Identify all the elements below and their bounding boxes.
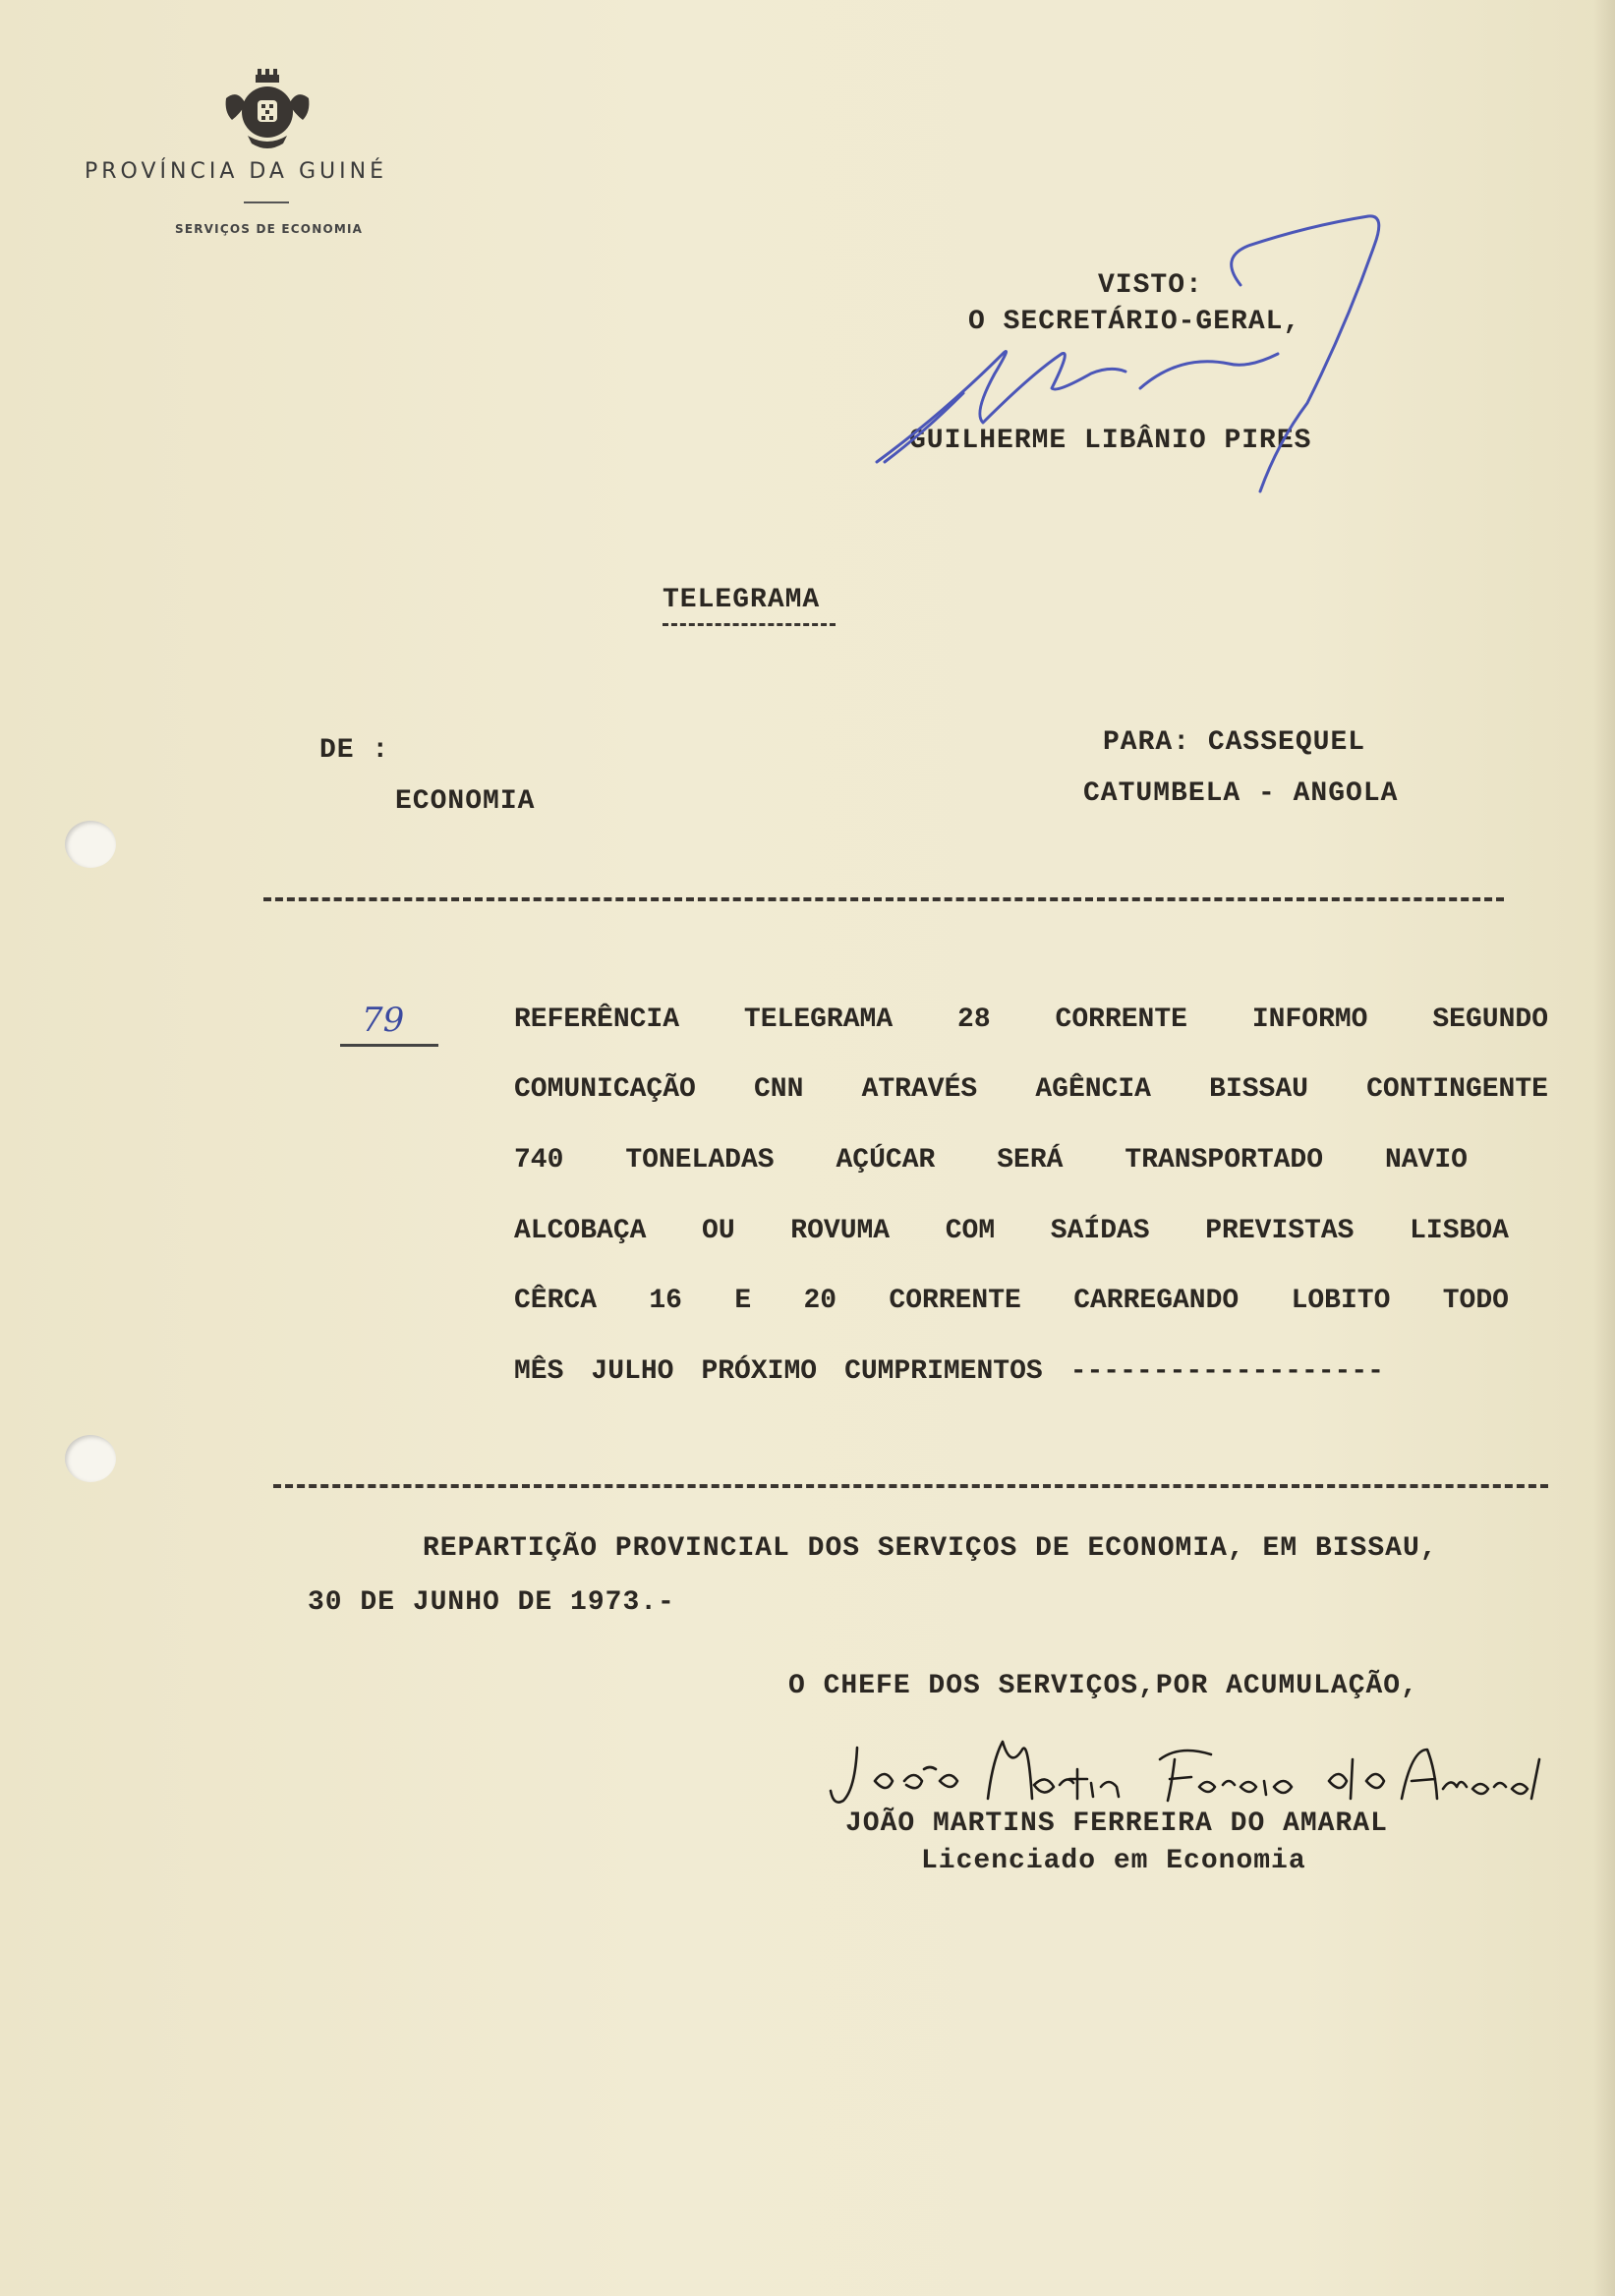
signer-title: Licenciado em Economia: [921, 1846, 1306, 1876]
to-line-1: CASSEQUEL: [1207, 727, 1366, 758]
message-line-1: [514, 1004, 1548, 1035]
secretary-role: O SECRETÁRIO-GERAL,: [968, 307, 1301, 337]
message-line-3: [514, 1145, 1468, 1176]
signer-name: JOÃO MARTINS FERREIRA DO AMARAL: [845, 1808, 1388, 1839]
word: PREVISTAS: [1205, 1216, 1355, 1246]
chief-role: O CHEFE DOS SERVIÇOS,POR ACUMULAÇÃO,: [788, 1671, 1418, 1701]
word: 28: [957, 1004, 991, 1035]
message-number: 79: [362, 1001, 405, 1040]
place-line: REPARTIÇÃO PROVINCIAL DOS SERVIÇOS DE ECONOMIA, EM BISSAU,: [423, 1533, 1438, 1564]
word: CORRENTE: [1055, 1004, 1187, 1035]
word: INFORMO: [1251, 1004, 1368, 1035]
department-name: SERVIÇOS DE ECONOMIA: [175, 222, 364, 236]
document-title: TELEGRAMA: [663, 585, 821, 615]
word: AÇÚCAR: [836, 1145, 936, 1176]
separator-bottom: [273, 1484, 1548, 1488]
word: TODO: [1442, 1286, 1509, 1316]
word: NAVIO: [1384, 1145, 1468, 1176]
letterhead-divider: [244, 201, 289, 203]
word: JULHO: [591, 1356, 674, 1387]
word: SERÁ: [997, 1145, 1064, 1176]
word: ALCOBAÇA: [514, 1216, 647, 1246]
word: AGÊNCIA: [1035, 1074, 1151, 1105]
word: REFERÊNCIA: [514, 1004, 680, 1035]
coat-of-arms-icon: [218, 69, 317, 157]
word: -------------------: [1069, 1356, 1384, 1387]
message-line-4: [514, 1216, 1509, 1246]
word: PRÓXIMO: [701, 1356, 818, 1387]
message-number-underline: [340, 1044, 438, 1047]
from-label: DE :: [319, 735, 390, 766]
word: 16: [649, 1286, 682, 1316]
to-line-2: CATUMBELA - ANGOLA: [1083, 778, 1399, 809]
word: CORRENTE: [889, 1286, 1021, 1316]
word: 20: [803, 1286, 837, 1316]
message-line-5: [514, 1286, 1509, 1316]
punch-hole-top: [65, 821, 116, 868]
word: E: [734, 1286, 752, 1316]
title-underline: [663, 623, 836, 626]
visto-label: VISTO:: [1098, 270, 1203, 301]
word: TELEGRAMA: [743, 1004, 894, 1035]
word: MÊS: [514, 1356, 564, 1387]
to-label: [1103, 727, 1365, 758]
word: SEGUNDO: [1432, 1004, 1548, 1035]
page-edge-shadow: [1593, 0, 1615, 2296]
word: CÊRCA: [514, 1286, 598, 1316]
word: OU: [702, 1216, 735, 1246]
word: LOBITO: [1291, 1286, 1391, 1316]
word: ATRAVÉS: [861, 1074, 978, 1105]
from-value: ECONOMIA: [395, 786, 536, 817]
word: TRANSPORTADO: [1125, 1145, 1324, 1176]
separator-top: [263, 897, 1504, 901]
date-line: 30 DE JUNHO DE 1973.-: [308, 1587, 675, 1618]
word: 740: [514, 1145, 564, 1176]
word: CONTINGENTE: [1366, 1074, 1548, 1105]
word: COM: [945, 1216, 996, 1246]
word: LISBOA: [1410, 1216, 1509, 1246]
message-line-2: [514, 1074, 1548, 1105]
word: SAÍDAS: [1050, 1216, 1150, 1246]
message-line-6: [514, 1356, 1548, 1387]
to-label-text: PARA:: [1103, 727, 1191, 758]
word: CNN: [754, 1074, 804, 1105]
province-name: PROVÍNCIA DA GUINÉ: [85, 159, 387, 184]
word: TONELADAS: [625, 1145, 775, 1176]
word: COMUNICAÇÃO: [514, 1074, 696, 1105]
word: CUMPRIMENTOS: [844, 1356, 1043, 1387]
word: ROVUMA: [790, 1216, 891, 1246]
word: CARREGANDO: [1073, 1286, 1240, 1316]
punch-hole-bottom: [65, 1435, 116, 1482]
word: BISSAU: [1209, 1074, 1308, 1105]
secretary-name: GUILHERME LIBÂNIO PIRES: [909, 426, 1312, 456]
